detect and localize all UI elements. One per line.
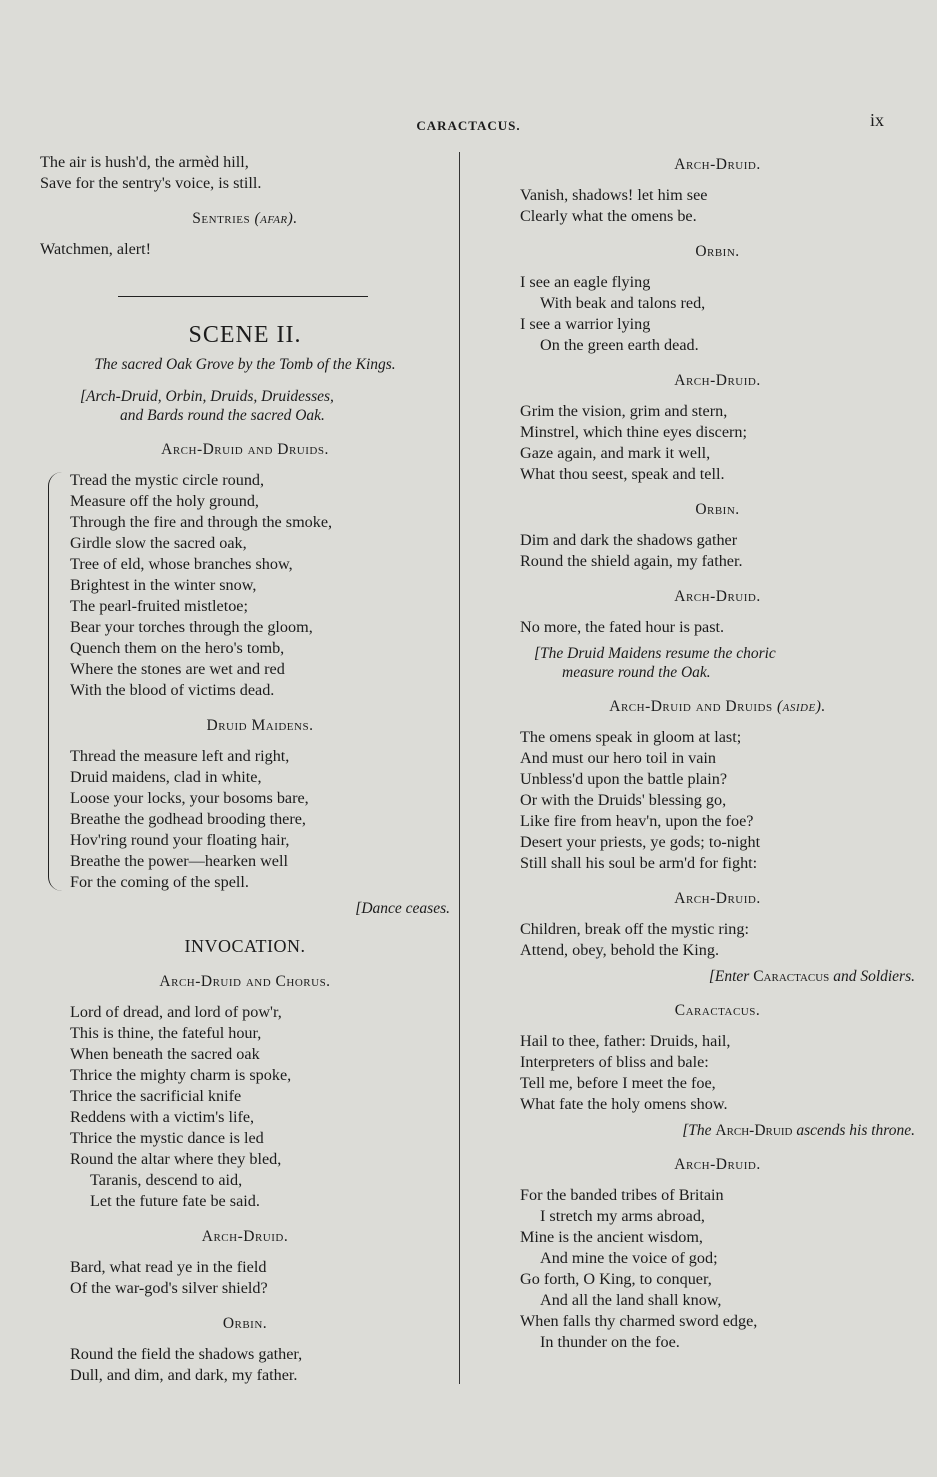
verse-line: With beak and talons red,	[540, 294, 706, 312]
speaker-heading: Druid Maidens.	[206, 717, 314, 734]
verse-line: Like fire from heav'n, upon the foe?	[520, 812, 754, 830]
stage-direction-line: [Arch-Druid, Orbin, Druids, Druidesses,	[80, 388, 334, 405]
verse-line: Brightest in the winter snow,	[70, 576, 257, 594]
speaker-heading: Arch-Druid.	[674, 588, 761, 605]
verse-line: When beneath the sacred oak	[70, 1045, 260, 1063]
verse-line: Where the stones are wet and red	[70, 660, 285, 678]
verse-line: Dull, and dim, and dark, my father.	[70, 1366, 298, 1384]
scene-subtitle: The sacred Oak Grove by the Tomb of the Kings.	[94, 356, 396, 373]
verse-line: Unbless'd upon the battle plain?	[520, 770, 728, 788]
stage-direction-text: [The	[682, 1122, 712, 1139]
verse-line: Breathe the godhead brooding there,	[70, 810, 306, 828]
right-column	[520, 152, 915, 1353]
speaker-heading: Arch-Druid.	[674, 890, 761, 907]
verse-line: No more, the fated hour is past.	[520, 618, 725, 636]
verse-line: The air is hush'd, the armèd hill,	[40, 153, 249, 171]
verse-line: Round the shield again, my father.	[520, 552, 743, 570]
verse-line: Tread the mystic circle round,	[70, 471, 265, 489]
opening-verse	[40, 152, 450, 194]
verse-line: And all the land shall know,	[540, 1291, 722, 1309]
orbin-verse	[40, 1344, 450, 1386]
verse-line: Breathe the power—hearken well	[70, 852, 288, 870]
verse-line: I stretch my arms abroad,	[540, 1207, 705, 1225]
verse-line: I see an eagle flying	[520, 273, 651, 291]
verse-line: Thrice the mighty charm is spoke,	[70, 1066, 292, 1084]
scene-title: SCENE II.	[188, 322, 302, 348]
stage-direction	[520, 967, 915, 986]
verse-line: Bear your torches through the gloom,	[70, 618, 313, 636]
verse-line: Go forth, O King, to conquer,	[520, 1270, 712, 1288]
stage-direction	[520, 1121, 915, 1140]
verse-line: With the blood of victims dead.	[70, 681, 275, 699]
speaker-heading: Caractacus.	[674, 1002, 761, 1019]
archdruid-verse	[40, 1257, 450, 1299]
speaker-heading: Orbin.	[695, 243, 740, 260]
verse-line: Hail to thee, father: Druids, hail,	[520, 1032, 731, 1050]
verse-line: This is thine, the fateful hour,	[70, 1024, 262, 1042]
speaker-name: Arch-Druid and Druids	[609, 698, 773, 715]
archdruid-final-verse	[520, 1185, 915, 1353]
verse-line: In thunder on the foe.	[540, 1333, 680, 1351]
verse-line: Bard, what read ye in the field	[70, 1258, 267, 1276]
verse-line: Dim and dark the shadows gather	[520, 531, 738, 549]
left-column	[40, 152, 450, 1386]
verse-line: Tree of eld, whose branches show,	[70, 555, 293, 573]
stage-direction	[520, 644, 915, 682]
speaker-aside: (afar).	[254, 210, 298, 227]
verse-line: Thrice the sacrificial knife	[70, 1087, 242, 1105]
verse-line: Tell me, before I meet the foe,	[520, 1074, 716, 1092]
chorus-verse	[40, 1002, 450, 1212]
verse-line: Minstrel, which thine eyes discern;	[520, 423, 748, 441]
verse-line: Save for the sentry's voice, is still.	[40, 174, 262, 192]
verse-line: Still shall his soul be arm'd for fight:	[520, 854, 758, 872]
verse-line: Of the war-god's silver shield?	[70, 1279, 268, 1297]
verse-line: Through the fire and through the smoke,	[70, 513, 333, 531]
verse-line: Gaze again, and mark it well,	[520, 444, 711, 462]
verse-line: Or with the Druids' blessing go,	[520, 791, 727, 809]
verse-line: For the banded tribes of Britain	[520, 1186, 724, 1204]
verse-line: The pearl-fruited mistletoe;	[70, 597, 248, 615]
verse-line: Measure off the holy ground,	[70, 492, 259, 510]
verse-line: Loose your locks, your bosoms bare,	[70, 789, 309, 807]
verse-line: Let the future fate be said.	[90, 1192, 260, 1210]
speaker-heading: Arch-Druid and Chorus.	[159, 973, 331, 990]
verse-line: Vanish, shadows! let him see	[520, 186, 708, 204]
brace-mark	[48, 472, 63, 891]
verse-line: What fate the holy omens show.	[520, 1095, 728, 1113]
verse-line: Taranis, descend to aid,	[90, 1171, 243, 1189]
speaker-aside: (aside).	[776, 698, 826, 715]
stage-direction-text: [Enter	[708, 968, 750, 985]
page-number: ix	[870, 110, 885, 130]
verse-line: Druid maidens, clad in white,	[70, 768, 262, 786]
chorus-brace-group	[40, 470, 450, 893]
invocation-heading: INVOCATION.	[184, 936, 306, 956]
stage-direction: [Dance ceases.	[355, 900, 450, 917]
stage-direction-line: [The Druid Maidens resume the choric	[534, 645, 776, 662]
speaker-heading: Arch-Druid.	[674, 372, 761, 389]
verse-line: Thread the measure left and right,	[70, 747, 290, 765]
column-divider	[459, 152, 460, 1384]
section-rule	[118, 296, 368, 297]
verse-line: Interpreters of bliss and bale:	[520, 1053, 709, 1071]
verse-line: Mine is the ancient wisdom,	[520, 1228, 703, 1246]
running-head: CARACTACUS.	[416, 118, 521, 133]
verse-line: Grim the vision, grim and stern,	[520, 402, 728, 420]
verse-line: What thou seest, speak and tell.	[520, 465, 725, 483]
verse-line: Attend, obey, behold the King.	[520, 941, 720, 959]
speaker-heading: Arch-Druid and Druids.	[161, 441, 329, 458]
speaker-name: Sentries	[192, 210, 251, 227]
stage-direction-name: Caractacus	[753, 968, 830, 985]
stage-direction-name: Arch-Druid	[715, 1122, 793, 1139]
stage-direction	[40, 387, 450, 425]
verse-line: Girdle slow the sacred oak,	[70, 534, 247, 552]
speaker-heading: Orbin.	[695, 501, 740, 518]
druids-verse	[70, 470, 450, 701]
verse-line: Lord of dread, and lord of pow'r,	[70, 1003, 282, 1021]
verse-line: The omens speak in gloom at last;	[520, 728, 742, 746]
verse-line: Reddens with a victim's life,	[70, 1108, 255, 1126]
verse-line: Hov'ring round your floating hair,	[70, 831, 290, 849]
verse-line: For the coming of the spell.	[70, 873, 249, 891]
verse-line: And must our hero toil in vain	[520, 749, 717, 767]
speaker-heading: Orbin.	[222, 1315, 268, 1332]
verse-line: Clearly what the omens be.	[520, 207, 697, 225]
verse-line: Round the field the shadows gather,	[70, 1345, 303, 1363]
verse-line: On the green earth dead.	[540, 336, 699, 354]
verse-line: Desert your priests, ye gods; to-night	[520, 833, 761, 851]
verse-line: And mine the voice of god;	[540, 1249, 718, 1267]
speaker-heading: Arch-Druid.	[674, 1156, 761, 1173]
stage-direction-line: measure round the Oak.	[562, 664, 711, 681]
speaker-heading	[40, 208, 450, 229]
stage-direction-text: ascends his throne.	[796, 1122, 915, 1139]
speaker-heading: Arch-Druid.	[674, 156, 761, 173]
verse-line: I see a warrior lying	[520, 315, 651, 333]
verse-line: Children, break off the mystic ring:	[520, 920, 749, 938]
verse-line: Round the altar where they bled,	[70, 1150, 282, 1168]
verse-line: Watchmen, alert!	[40, 240, 152, 258]
verse-line: When falls thy charmed sword edge,	[520, 1312, 758, 1330]
maidens-verse	[70, 746, 450, 893]
stage-direction-text: and Soldiers.	[833, 968, 915, 985]
verse-line: Quench them on the hero's tomb,	[70, 639, 285, 657]
verse-line: Thrice the mystic dance is led	[70, 1129, 264, 1147]
speaker-heading	[520, 696, 915, 717]
stage-direction-line: and Bards round the sacred Oak.	[120, 407, 325, 424]
speaker-heading: Arch-Druid.	[201, 1228, 289, 1245]
